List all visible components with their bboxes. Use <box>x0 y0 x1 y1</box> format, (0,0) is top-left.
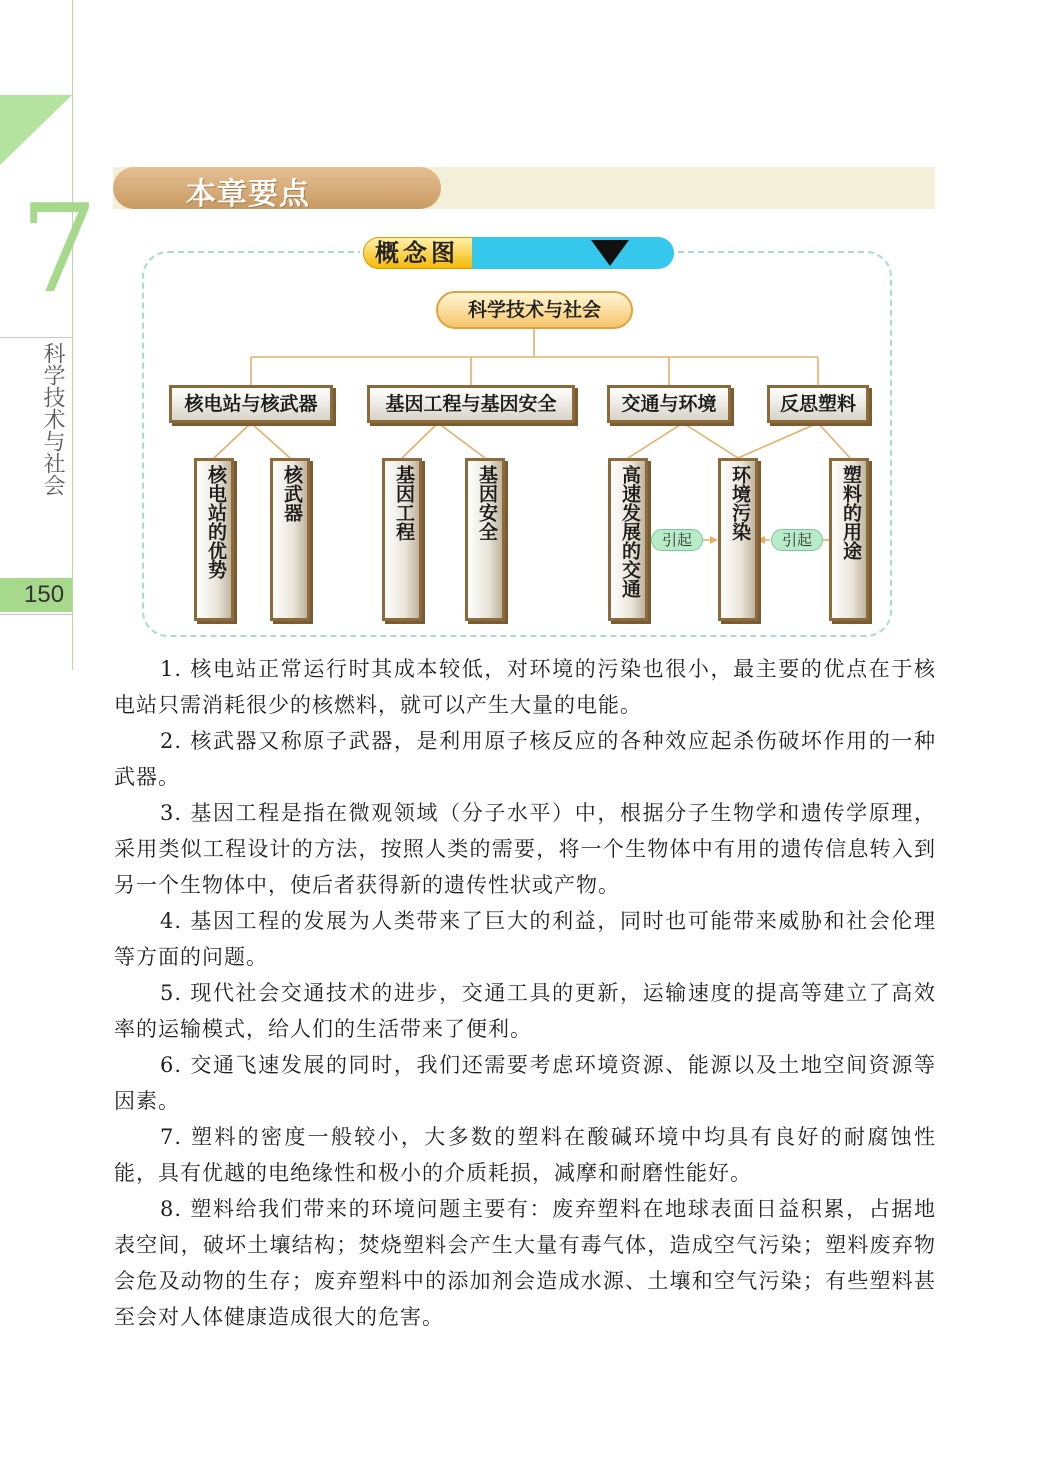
paragraph-1: 1. 核电站正常运行时其成本较低，对环境的污染也很小，最主要的优点在于核电站只需消耗很少的核燃料，就可以产生大量的电能。 <box>114 657 936 717</box>
relation-causes-right: 引起 <box>771 529 823 551</box>
category-nuclear: 核电站与核武器 <box>169 385 333 423</box>
section-title: 本章要点 <box>186 177 310 212</box>
item-environment-pollution: 环境污染 <box>718 458 758 621</box>
paragraph-4: 4. 基因工程的发展为人类带来了巨大的利益，同时也可能带来威胁和社会伦理等方面的问题。 <box>114 909 936 969</box>
category-genetic: 基因工程与基因安全 <box>367 385 575 423</box>
concept-root-node: 科学技术与社会 <box>436 291 633 329</box>
concept-map-label: 概念图 <box>375 239 459 267</box>
concept-map-connectors <box>0 0 1048 700</box>
item-nuclear-weapon: 核武器 <box>270 458 310 621</box>
relation-causes-left: 引起 <box>651 529 703 551</box>
item-transport-development: 高速发展的交通 <box>608 458 648 621</box>
item-genetic-safety: 基因安全 <box>465 458 505 621</box>
item-genetic-engineering: 基因工程 <box>382 458 422 621</box>
paragraph-5: 5. 现代社会交通技术的进步，交通工具的更新，运输速度的提高等建立了高效率的运输模式，给人们的生活带来了便利。 <box>114 981 936 1041</box>
paragraph-7: 7. 塑料的密度一般较小，大多数的塑料在酸碱环境中均具有良好的耐腐蚀性能，具有优越的电绝缘性和极小的介质耗损，减摩和耐磨性能好。 <box>114 1125 936 1185</box>
category-plastics: 反思塑料 <box>767 385 869 423</box>
page-number: 150 <box>24 581 65 608</box>
item-nuclear-advantage: 核电站的优势 <box>194 458 234 621</box>
category-transport: 交通与环境 <box>607 385 731 423</box>
chapter-number: 7 <box>20 178 98 320</box>
chapter-title: 科学技术与社会 <box>40 342 65 496</box>
paragraph-6: 6. 交通飞速发展的同时，我们还需要考虑环境资源、能源以及土地空间资源等因素。 <box>114 1053 936 1113</box>
item-plastic-uses: 塑料的用途 <box>829 458 869 621</box>
paragraph-8: 8. 塑料给我们带来的环境问题主要有：废弃塑料在地球表面日益积累，占据地表空间，破坏土壤结构；焚烧塑料会产生大量有毒气体，造成空气污染；塑料废弃物会危及动物的生存；废弃塑料中的添加剂会造成水源、土壤和空气污染；有些塑料甚至会对人体健康造成很大的危害。 <box>114 1197 936 1329</box>
paragraph-3: 3. 基因工程是指在微观领域（分子水平）中，根据分子生物学和遗传学原理，采用类似工程设计的方法，按照人类的需要，将一个生物体中有用的遗传信息转入到另一个生物体中，使后者获得新的遗传性状或产物。 <box>114 801 936 897</box>
paragraph-2: 2. 核武器又称原子武器，是利用原子核反应的各种效应起杀伤破坏作用的一种武器。 <box>114 729 936 789</box>
